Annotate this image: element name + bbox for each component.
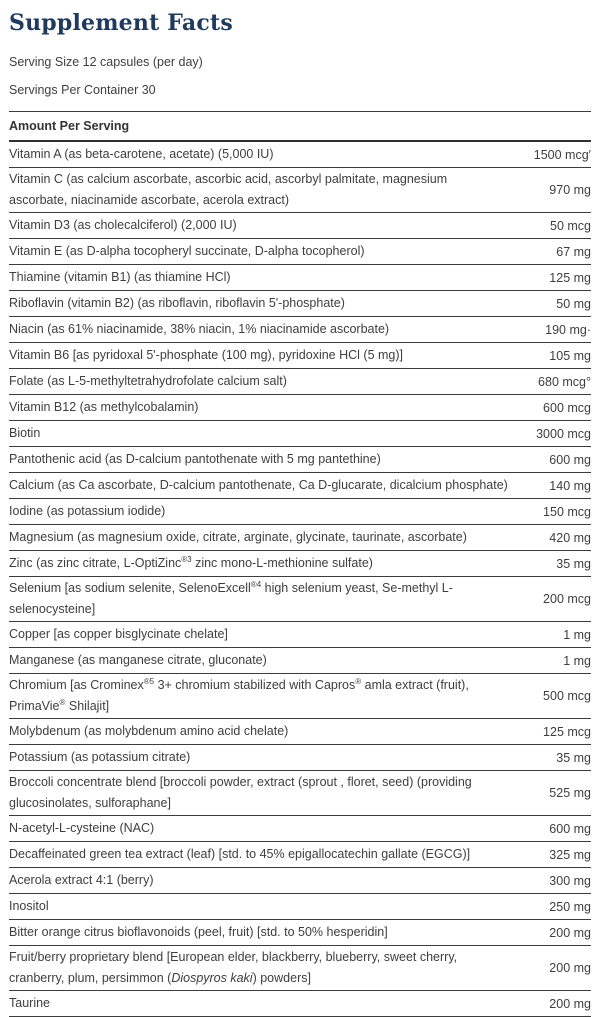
- ingredient-amount: 1 mg: [563, 653, 591, 668]
- ingredient-amount: 1 mg: [563, 627, 591, 642]
- row-taurine: [9, 991, 591, 1017]
- row-inositol: [9, 894, 591, 920]
- row-vitamin-d3: [9, 213, 591, 239]
- row-molybdenum: [9, 719, 591, 745]
- ingredient-label: Calcium (as Ca ascorbate, D-calcium pantothenate, Ca D-glucarate, dicalcium phosphate): [9, 478, 508, 492]
- ingredient-amount: 250 mg: [549, 899, 591, 914]
- ingredient-label: Iodine (as potassium iodide): [9, 504, 166, 518]
- ingredient-label: Biotin: [9, 426, 41, 440]
- row-acerola: [9, 868, 591, 894]
- row-broccoli-blend: [9, 771, 591, 816]
- row-vitamin-e: [9, 239, 591, 265]
- ingredient-amount: 200 mg: [549, 996, 591, 1011]
- ingredient-amount: 190 mg·: [545, 322, 591, 337]
- ingredient-amount: 125 mcg: [543, 724, 591, 739]
- ingredient-label: Vitamin B12 (as methylcobalamin): [9, 400, 199, 414]
- ingredient-amount: 600 mg: [549, 821, 591, 836]
- ingredient-label: Chromium [as Crominex$^{®5}$ 3+ chromium stabilized with Capros® amla extract (fruit), PrimaVie® Shilajit]: [9, 676, 469, 713]
- ingredient-amount: 105 mg: [549, 348, 591, 363]
- row-riboflavin: [9, 291, 591, 317]
- ingredient-amount: 325 mg: [549, 847, 591, 862]
- page-title: Supplement Facts: [9, 10, 233, 36]
- ingredient-label: Vitamin E (as D-alpha tocopheryl succinate, D-alpha tocopherol): [9, 244, 365, 258]
- ingredient-label: Manganese (as manganese citrate, gluconate): [9, 653, 267, 667]
- row-biotin: [9, 421, 591, 447]
- ingredient-label: Acerola extract 4:1 (berry): [9, 873, 154, 887]
- ingredient-label: Molybdenum (as molybdenum amino acid chelate): [9, 724, 289, 738]
- ingredient-label: Vitamin B6 [as pyridoxal 5'-phosphate (100 mg), pyridoxine HCl (5 mg)]: [9, 348, 404, 362]
- row-vitamin-a: [9, 142, 591, 168]
- ingredient-label: Niacin (as 61% niacinamide, 38% niacin, 1% niacinamide ascorbate): [9, 322, 390, 336]
- ingredient-label: Bitter orange citrus bioflavonoids (peel, fruit) [std. to 50% hesperidin]: [9, 925, 388, 939]
- ingredient-amount: 500 mcg: [543, 689, 591, 703]
- ingredient-amount: 150 mcg: [543, 504, 591, 519]
- ingredient-label: Thiamine (vitamin B1) (as thiamine HCl): [9, 270, 231, 284]
- ingredient-amount: 50 mcg: [550, 218, 591, 233]
- servings-per-container: Servings Per Container 30: [9, 83, 156, 97]
- ingredient-label: Copper [as copper bisglycinate chelate]: [9, 627, 228, 641]
- row-pantothenic-acid: [9, 447, 591, 473]
- row-thiamine: [9, 265, 591, 291]
- amount-per-serving-header: Amount Per Serving: [9, 111, 591, 142]
- row-manganese: [9, 648, 591, 674]
- row-zinc: [9, 551, 591, 577]
- row-green-tea: [9, 842, 591, 868]
- row-niacin: [9, 317, 591, 343]
- ingredient-amount: 970 mg: [549, 183, 591, 197]
- ingredient-label: Riboflavin (vitamin B2) (as riboflavin, riboflavin 5'-phosphate): [9, 296, 345, 310]
- row-copper: [9, 622, 591, 648]
- ingredient-label: Vitamin C (as calcium ascorbate, ascorbic acid, ascorbyl palmitate, magnesium ascorbate, niacinamide ascorbate, acerola extract): [9, 172, 448, 207]
- ingredient-label: Selenium [as sodium selenite, SelenoExcell$^{®4}$ high selenium yeast, Se-methyl L- selenocysteine]: [9, 579, 453, 616]
- row-potassium: [9, 745, 591, 771]
- ingredient-label: Inositol: [9, 899, 49, 913]
- ingredient-label: Magnesium (as magnesium oxide, citrate, arginate, glycinate, taurinate, ascorbate): [9, 530, 467, 544]
- ingredient-amount: 525 mg: [549, 786, 591, 800]
- ingredient-label: Folate (as L-5-methyltetrahydrofolate calcium salt): [9, 374, 287, 388]
- row-bitter-orange: [9, 920, 591, 946]
- row-iodine: [9, 499, 591, 525]
- ingredient-amount: 1500 mcg′: [533, 147, 591, 162]
- ingredient-label: Vitamin D3 (as cholecalciferol) (2,000 IU): [9, 218, 237, 232]
- serving-size: Serving Size 12 capsules (per day): [9, 55, 203, 69]
- ingredient-amount: 200 mg: [549, 925, 591, 940]
- ingredient-amount: 200 mg: [549, 961, 591, 975]
- ingredient-amount: 140 mg: [549, 478, 591, 493]
- ingredient-label: Zinc (as zinc citrate, L-OptiZinc$^{®3}$ zinc mono-L-methionine sulfate): [9, 554, 373, 570]
- row-vitamin-c: [9, 168, 591, 213]
- row-chromium: [9, 674, 591, 719]
- ingredient-label: Fruit/berry proprietary blend [European elder, blackberry, blueberry, sweet cherry, cranberry, plum, persimmon (Diospyros kaki) powders]: [9, 950, 458, 985]
- ingredient-amount: 600 mg: [549, 452, 591, 467]
- ingredient-amount: 67 mg: [556, 244, 591, 259]
- ingredient-amount: 35 mg: [556, 556, 591, 571]
- ingredient-label: Broccoli concentrate blend [broccoli powder, extract (sprout , floret, seed) (providing glucosinolates, sulforaphane]: [9, 775, 472, 810]
- ingredient-amount: 50 mg: [556, 296, 591, 311]
- ingredient-amount: 3000 mcg: [536, 426, 591, 441]
- ingredient-label: Potassium (as potassium citrate): [9, 750, 191, 764]
- ingredient-amount: 600 mcg: [543, 400, 591, 415]
- ingredient-amount: 300 mg: [549, 873, 591, 888]
- row-vitamin-b12: [9, 395, 591, 421]
- row-fruit-berry-blend: [9, 946, 591, 991]
- ingredient-label: Pantothenic acid (as D-calcium pantothenate with 5 mg pantethine): [9, 452, 381, 466]
- row-vitamin-b6: [9, 343, 591, 369]
- ingredient-amount: 680 mcg°: [538, 374, 591, 389]
- ingredient-label: Taurine: [9, 996, 50, 1010]
- row-nac: [9, 816, 591, 842]
- ingredient-label: Vitamin A (as beta-carotene, acetate) (5,000 IU): [9, 147, 274, 161]
- row-folate: [9, 369, 591, 395]
- ingredient-amount: 35 mg: [556, 750, 591, 765]
- ingredient-label: Decaffeinated green tea extract (leaf) [std. to 45% epigallocatechin gallate (EGCG)]: [9, 847, 471, 861]
- ingredient-amount: 420 mg: [549, 530, 591, 545]
- row-magnesium: [9, 525, 591, 551]
- ingredient-amount: 125 mg: [549, 270, 591, 285]
- row-calcium: [9, 473, 591, 499]
- ingredient-label: N-acetyl-L-cysteine (NAC): [9, 821, 155, 835]
- ingredient-amount: 200 mcg: [543, 592, 591, 606]
- row-selenium: [9, 577, 591, 622]
- facts-rows: [9, 142, 591, 1017]
